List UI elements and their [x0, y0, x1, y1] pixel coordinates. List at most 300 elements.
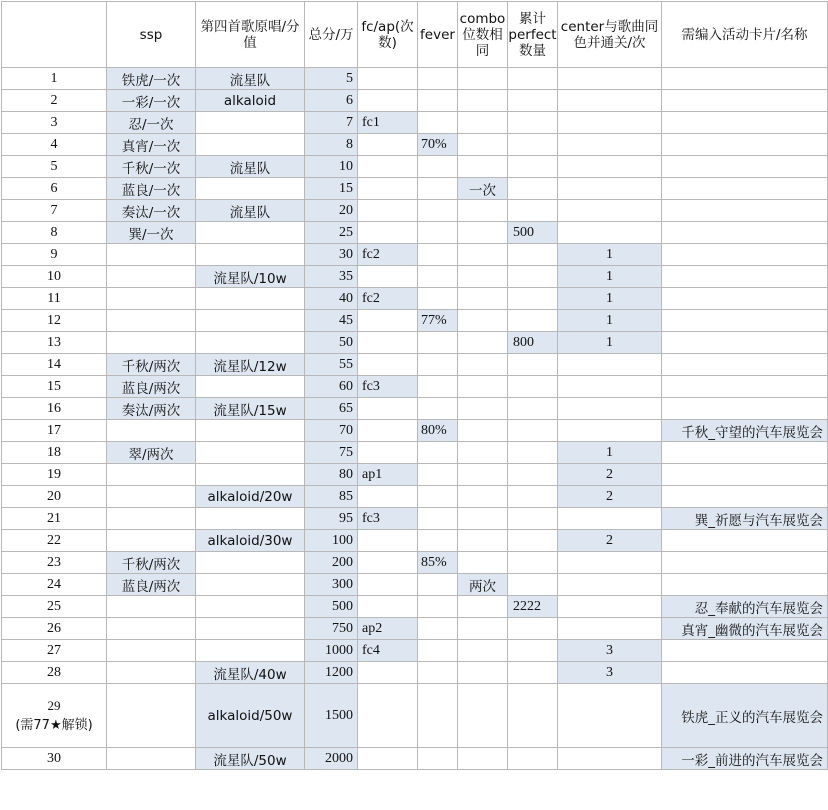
cell-fourth: 流星队/10w	[196, 266, 305, 288]
cell-fc	[358, 68, 418, 90]
cell-total: 300	[305, 574, 358, 596]
cell-fc: ap2	[358, 618, 418, 640]
cell-card	[662, 244, 828, 266]
cell-perfect	[508, 552, 558, 574]
cell-total: 5	[305, 68, 358, 90]
cell-fourth: 流星队	[196, 156, 305, 178]
cell-ssp: 蓝良/两次	[107, 376, 196, 398]
cell-fc: fc2	[358, 288, 418, 310]
cell-card: 铁虎_正义的汽车展览会	[662, 684, 828, 748]
cell-num: 14	[2, 354, 107, 376]
cell-fc	[358, 552, 418, 574]
cell-fc	[358, 310, 418, 332]
table-row	[2, 200, 828, 222]
table-row	[2, 618, 828, 640]
cell-ssp	[107, 310, 196, 332]
cell-num: 21	[2, 508, 107, 530]
cell-fourth	[196, 376, 305, 398]
cell-total: 65	[305, 398, 358, 420]
cell-combo	[458, 354, 508, 376]
cell-perfect	[508, 618, 558, 640]
cell-center: 1	[558, 288, 662, 310]
cell-ssp	[107, 618, 196, 640]
cell-center	[558, 354, 662, 376]
cell-perfect	[508, 464, 558, 486]
cell-perfect	[508, 486, 558, 508]
cell-fourth	[196, 508, 305, 530]
cell-combo	[458, 420, 508, 442]
cell-num: 3	[2, 112, 107, 134]
table-row	[2, 442, 828, 464]
cell-perfect	[508, 266, 558, 288]
cell-fourth	[196, 134, 305, 156]
cell-fever	[418, 398, 458, 420]
cell-num: 17	[2, 420, 107, 442]
cell-fever	[418, 288, 458, 310]
cell-fc: fc2	[358, 244, 418, 266]
cell-total: 55	[305, 354, 358, 376]
cell-card	[662, 222, 828, 244]
cell-fc: fc4	[358, 640, 418, 662]
header-card: 需编入活动卡片/名称	[662, 2, 828, 68]
cell-total: 15	[305, 178, 358, 200]
cell-fc	[358, 398, 418, 420]
cell-total: 30	[305, 244, 358, 266]
cell-num: 28	[2, 662, 107, 684]
cell-perfect	[508, 112, 558, 134]
cell-perfect	[508, 376, 558, 398]
cell-fc: fc1	[358, 112, 418, 134]
cell-fourth: 流星队/12w	[196, 354, 305, 376]
cell-card	[662, 112, 828, 134]
cell-num	[2, 684, 107, 748]
cell-total: 100	[305, 530, 358, 552]
table-row	[2, 134, 828, 156]
cell-num: 4	[2, 134, 107, 156]
cell-fourth	[196, 640, 305, 662]
cell-total: 200	[305, 552, 358, 574]
cell-combo	[458, 398, 508, 420]
cell-card	[662, 200, 828, 222]
table-row	[2, 464, 828, 486]
header-ssp: ssp	[107, 2, 196, 68]
cell-center: 2	[558, 530, 662, 552]
cell-fourth: alkaloid	[196, 90, 305, 112]
cell-total: 20	[305, 200, 358, 222]
cell-fever: 80%	[418, 420, 458, 442]
cell-fever	[418, 662, 458, 684]
table-row	[2, 156, 828, 178]
cell-fourth	[196, 178, 305, 200]
cell-combo	[458, 332, 508, 354]
cell-fc	[358, 332, 418, 354]
cell-fourth: alkaloid/20w	[196, 486, 305, 508]
cell-center	[558, 90, 662, 112]
cell-card	[662, 574, 828, 596]
cell-combo	[458, 530, 508, 552]
cell-total: 35	[305, 266, 358, 288]
cell-fourth	[196, 310, 305, 332]
cell-center	[558, 68, 662, 90]
cell-fever	[418, 90, 458, 112]
cell-fourth	[196, 596, 305, 618]
cell-perfect	[508, 310, 558, 332]
cell-ssp: 奏汰/两次	[107, 398, 196, 420]
cell-card	[662, 552, 828, 574]
cell-fever	[418, 222, 458, 244]
cell-fourth	[196, 222, 305, 244]
cell-combo	[458, 266, 508, 288]
cell-center	[558, 156, 662, 178]
cell-fourth	[196, 112, 305, 134]
cell-total: 60	[305, 376, 358, 398]
cell-perfect	[508, 662, 558, 684]
cell-num: 8	[2, 222, 107, 244]
cell-card	[662, 376, 828, 398]
cell-center	[558, 574, 662, 596]
cell-fever	[418, 156, 458, 178]
cell-fourth: 流星队	[196, 200, 305, 222]
table-row	[2, 662, 828, 684]
cell-ssp	[107, 684, 196, 748]
cell-fc: fc3	[358, 508, 418, 530]
cell-perfect	[508, 442, 558, 464]
cell-num: 30	[2, 748, 107, 770]
cell-combo	[458, 90, 508, 112]
table-row	[2, 90, 828, 112]
cell-card	[662, 134, 828, 156]
cell-card	[662, 464, 828, 486]
cell-ssp	[107, 662, 196, 684]
cell-card	[662, 288, 828, 310]
cell-fc	[358, 354, 418, 376]
cell-fever	[418, 442, 458, 464]
cell-perfect	[508, 288, 558, 310]
cell-fc	[358, 156, 418, 178]
cell-card: 真宵_幽微的汽车展览会	[662, 618, 828, 640]
header-num	[2, 2, 107, 68]
cell-fc	[358, 420, 418, 442]
cell-combo	[458, 68, 508, 90]
cell-perfect: 500	[508, 222, 558, 244]
cell-center: 1	[558, 442, 662, 464]
cell-center	[558, 596, 662, 618]
cell-perfect	[508, 748, 558, 770]
cell-combo	[458, 222, 508, 244]
cell-card	[662, 530, 828, 552]
cell-perfect: 2222	[508, 596, 558, 618]
cell-center	[558, 398, 662, 420]
cell-ssp: 千秋/一次	[107, 156, 196, 178]
cell-fever	[418, 574, 458, 596]
cell-fc	[358, 134, 418, 156]
cell-total: 95	[305, 508, 358, 530]
cell-total: 45	[305, 310, 358, 332]
cell-card	[662, 486, 828, 508]
cell-total: 75	[305, 442, 358, 464]
table-row	[2, 574, 828, 596]
cell-card: 一彩_前进的汽车展览会	[662, 748, 828, 770]
cell-center	[558, 618, 662, 640]
cell-center: 3	[558, 662, 662, 684]
cell-num: 11	[2, 288, 107, 310]
cell-fourth: 流星队/15w	[196, 398, 305, 420]
cell-total: 80	[305, 464, 358, 486]
cell-fever	[418, 530, 458, 552]
cell-total: 50	[305, 332, 358, 354]
cell-fever	[418, 68, 458, 90]
cell-total: 1500	[305, 684, 358, 748]
cell-fourth	[196, 618, 305, 640]
cell-ssp: 巽/一次	[107, 222, 196, 244]
cell-ssp: 铁虎/一次	[107, 68, 196, 90]
cell-total: 2000	[305, 748, 358, 770]
cell-ssp: 一彩/一次	[107, 90, 196, 112]
header-total-score: 总分/万	[305, 2, 358, 68]
cell-center: 2	[558, 464, 662, 486]
cell-center	[558, 552, 662, 574]
cell-perfect: 800	[508, 332, 558, 354]
table-row	[2, 596, 828, 618]
table-row	[2, 530, 828, 552]
cell-fever	[418, 354, 458, 376]
cell-center	[558, 134, 662, 156]
header-combo: combo位数相同	[458, 2, 508, 68]
cell-num: 2	[2, 90, 107, 112]
cell-num: 7	[2, 200, 107, 222]
cell-num: 15	[2, 376, 107, 398]
table-row	[2, 244, 828, 266]
header-perfect: 累计perfect数量	[508, 2, 558, 68]
cell-ssp: 蓝良/两次	[107, 574, 196, 596]
cell-num: 1	[2, 68, 107, 90]
cell-center	[558, 684, 662, 748]
table-row	[2, 684, 828, 748]
cell-perfect	[508, 68, 558, 90]
cell-ssp: 忍/一次	[107, 112, 196, 134]
row-number: 29	[47, 698, 61, 713]
cell-perfect	[508, 530, 558, 552]
cell-ssp: 千秋/两次	[107, 552, 196, 574]
cell-combo: 两次	[458, 574, 508, 596]
cell-combo	[458, 112, 508, 134]
table-row	[2, 288, 828, 310]
header-center: center与歌曲同色并通关/次	[558, 2, 662, 68]
cell-fever: 70%	[418, 134, 458, 156]
cell-center	[558, 508, 662, 530]
table-row	[2, 178, 828, 200]
header-row	[2, 2, 828, 68]
cell-fever	[418, 684, 458, 748]
cell-fc	[358, 486, 418, 508]
cell-fourth	[196, 464, 305, 486]
cell-fourth	[196, 552, 305, 574]
cell-fever	[418, 508, 458, 530]
cell-combo	[458, 288, 508, 310]
table-row	[2, 420, 828, 442]
cell-ssp	[107, 244, 196, 266]
cell-total: 40	[305, 288, 358, 310]
cell-card	[662, 90, 828, 112]
cell-fc	[358, 574, 418, 596]
cell-combo	[458, 442, 508, 464]
cell-center: 1	[558, 244, 662, 266]
cell-ssp: 奏汰/一次	[107, 200, 196, 222]
cell-fc: fc3	[358, 376, 418, 398]
cell-center	[558, 376, 662, 398]
cell-ssp	[107, 486, 196, 508]
cell-fourth	[196, 442, 305, 464]
table-row	[2, 332, 828, 354]
cell-ssp	[107, 596, 196, 618]
cell-card	[662, 332, 828, 354]
cell-num: 13	[2, 332, 107, 354]
cell-center	[558, 420, 662, 442]
cell-num: 24	[2, 574, 107, 596]
cell-fever	[418, 464, 458, 486]
table-row	[2, 112, 828, 134]
cell-center: 2	[558, 486, 662, 508]
cell-card	[662, 442, 828, 464]
cell-card	[662, 68, 828, 90]
cell-fever: 85%	[418, 552, 458, 574]
cell-total: 6	[305, 90, 358, 112]
cell-combo: 一次	[458, 178, 508, 200]
cell-fever	[418, 748, 458, 770]
cell-num: 10	[2, 266, 107, 288]
cell-fever	[418, 376, 458, 398]
cell-combo	[458, 134, 508, 156]
cell-center	[558, 178, 662, 200]
cell-card: 忍_奉献的汽车展览会	[662, 596, 828, 618]
cell-num: 9	[2, 244, 107, 266]
cell-card	[662, 354, 828, 376]
cell-total: 85	[305, 486, 358, 508]
cell-perfect	[508, 90, 558, 112]
cell-center	[558, 748, 662, 770]
cell-fever	[418, 640, 458, 662]
cell-card: 千秋_守望的汽车展览会	[662, 420, 828, 442]
cell-center: 3	[558, 640, 662, 662]
cell-combo	[458, 200, 508, 222]
cell-total: 70	[305, 420, 358, 442]
cell-perfect	[508, 508, 558, 530]
cell-perfect	[508, 574, 558, 596]
cell-ssp	[107, 508, 196, 530]
cell-perfect	[508, 398, 558, 420]
table-row	[2, 398, 828, 420]
table-row	[2, 552, 828, 574]
table-row	[2, 748, 828, 770]
cell-combo	[458, 748, 508, 770]
cell-perfect	[508, 684, 558, 748]
cell-total: 7	[305, 112, 358, 134]
cell-fever	[418, 618, 458, 640]
cell-combo	[458, 640, 508, 662]
cell-combo	[458, 244, 508, 266]
cell-ssp: 蓝良/一次	[107, 178, 196, 200]
cell-num: 18	[2, 442, 107, 464]
cell-fc	[358, 200, 418, 222]
cell-combo	[458, 156, 508, 178]
cell-fever	[418, 266, 458, 288]
cell-fc	[358, 596, 418, 618]
cell-card: 巽_祈愿与汽车展览会	[662, 508, 828, 530]
cell-fever	[418, 332, 458, 354]
cell-combo	[458, 508, 508, 530]
cell-total: 1000	[305, 640, 358, 662]
table-row	[2, 68, 828, 90]
cell-ssp: 真宵/一次	[107, 134, 196, 156]
cell-fever	[418, 596, 458, 618]
cell-card	[662, 156, 828, 178]
cell-fourth	[196, 420, 305, 442]
cell-center	[558, 222, 662, 244]
header-fc-ap: fc/ap(次数)	[358, 2, 418, 68]
cell-num: 20	[2, 486, 107, 508]
table-row	[2, 486, 828, 508]
cell-fourth: alkaloid/50w	[196, 684, 305, 748]
cell-fever	[418, 244, 458, 266]
cell-num: 23	[2, 552, 107, 574]
cell-total: 1200	[305, 662, 358, 684]
cell-fever	[418, 178, 458, 200]
cell-fourth	[196, 574, 305, 596]
table-row	[2, 354, 828, 376]
cell-ssp	[107, 332, 196, 354]
cell-combo	[458, 552, 508, 574]
cell-num: 22	[2, 530, 107, 552]
table-row	[2, 266, 828, 288]
cell-fc	[358, 178, 418, 200]
cell-num: 12	[2, 310, 107, 332]
cell-perfect	[508, 134, 558, 156]
cell-center: 1	[558, 332, 662, 354]
cell-center	[558, 112, 662, 134]
cell-fever	[418, 112, 458, 134]
cell-combo	[458, 662, 508, 684]
cell-fc	[358, 684, 418, 748]
cell-combo	[458, 618, 508, 640]
unlock-note: (需77★解锁)	[15, 718, 93, 733]
table-row	[2, 222, 828, 244]
cell-fever: 77%	[418, 310, 458, 332]
table-row	[2, 310, 828, 332]
cell-total: 750	[305, 618, 358, 640]
cell-ssp	[107, 530, 196, 552]
cell-fourth: 流星队/40w	[196, 662, 305, 684]
header-fourth-song: 第四首歌原唱/分值	[196, 2, 305, 68]
cell-ssp: 翠/两次	[107, 442, 196, 464]
cell-num: 6	[2, 178, 107, 200]
cell-fc	[358, 222, 418, 244]
cell-fc	[358, 662, 418, 684]
cell-ssp	[107, 266, 196, 288]
cell-card	[662, 310, 828, 332]
cell-fc	[358, 748, 418, 770]
cell-ssp	[107, 288, 196, 310]
cell-perfect	[508, 156, 558, 178]
cell-fourth: 流星队/50w	[196, 748, 305, 770]
table-row	[2, 376, 828, 398]
cell-num: 19	[2, 464, 107, 486]
cell-perfect	[508, 244, 558, 266]
cell-ssp	[107, 464, 196, 486]
cell-fever	[418, 486, 458, 508]
cell-total: 500	[305, 596, 358, 618]
cell-combo	[458, 464, 508, 486]
cell-perfect	[508, 420, 558, 442]
